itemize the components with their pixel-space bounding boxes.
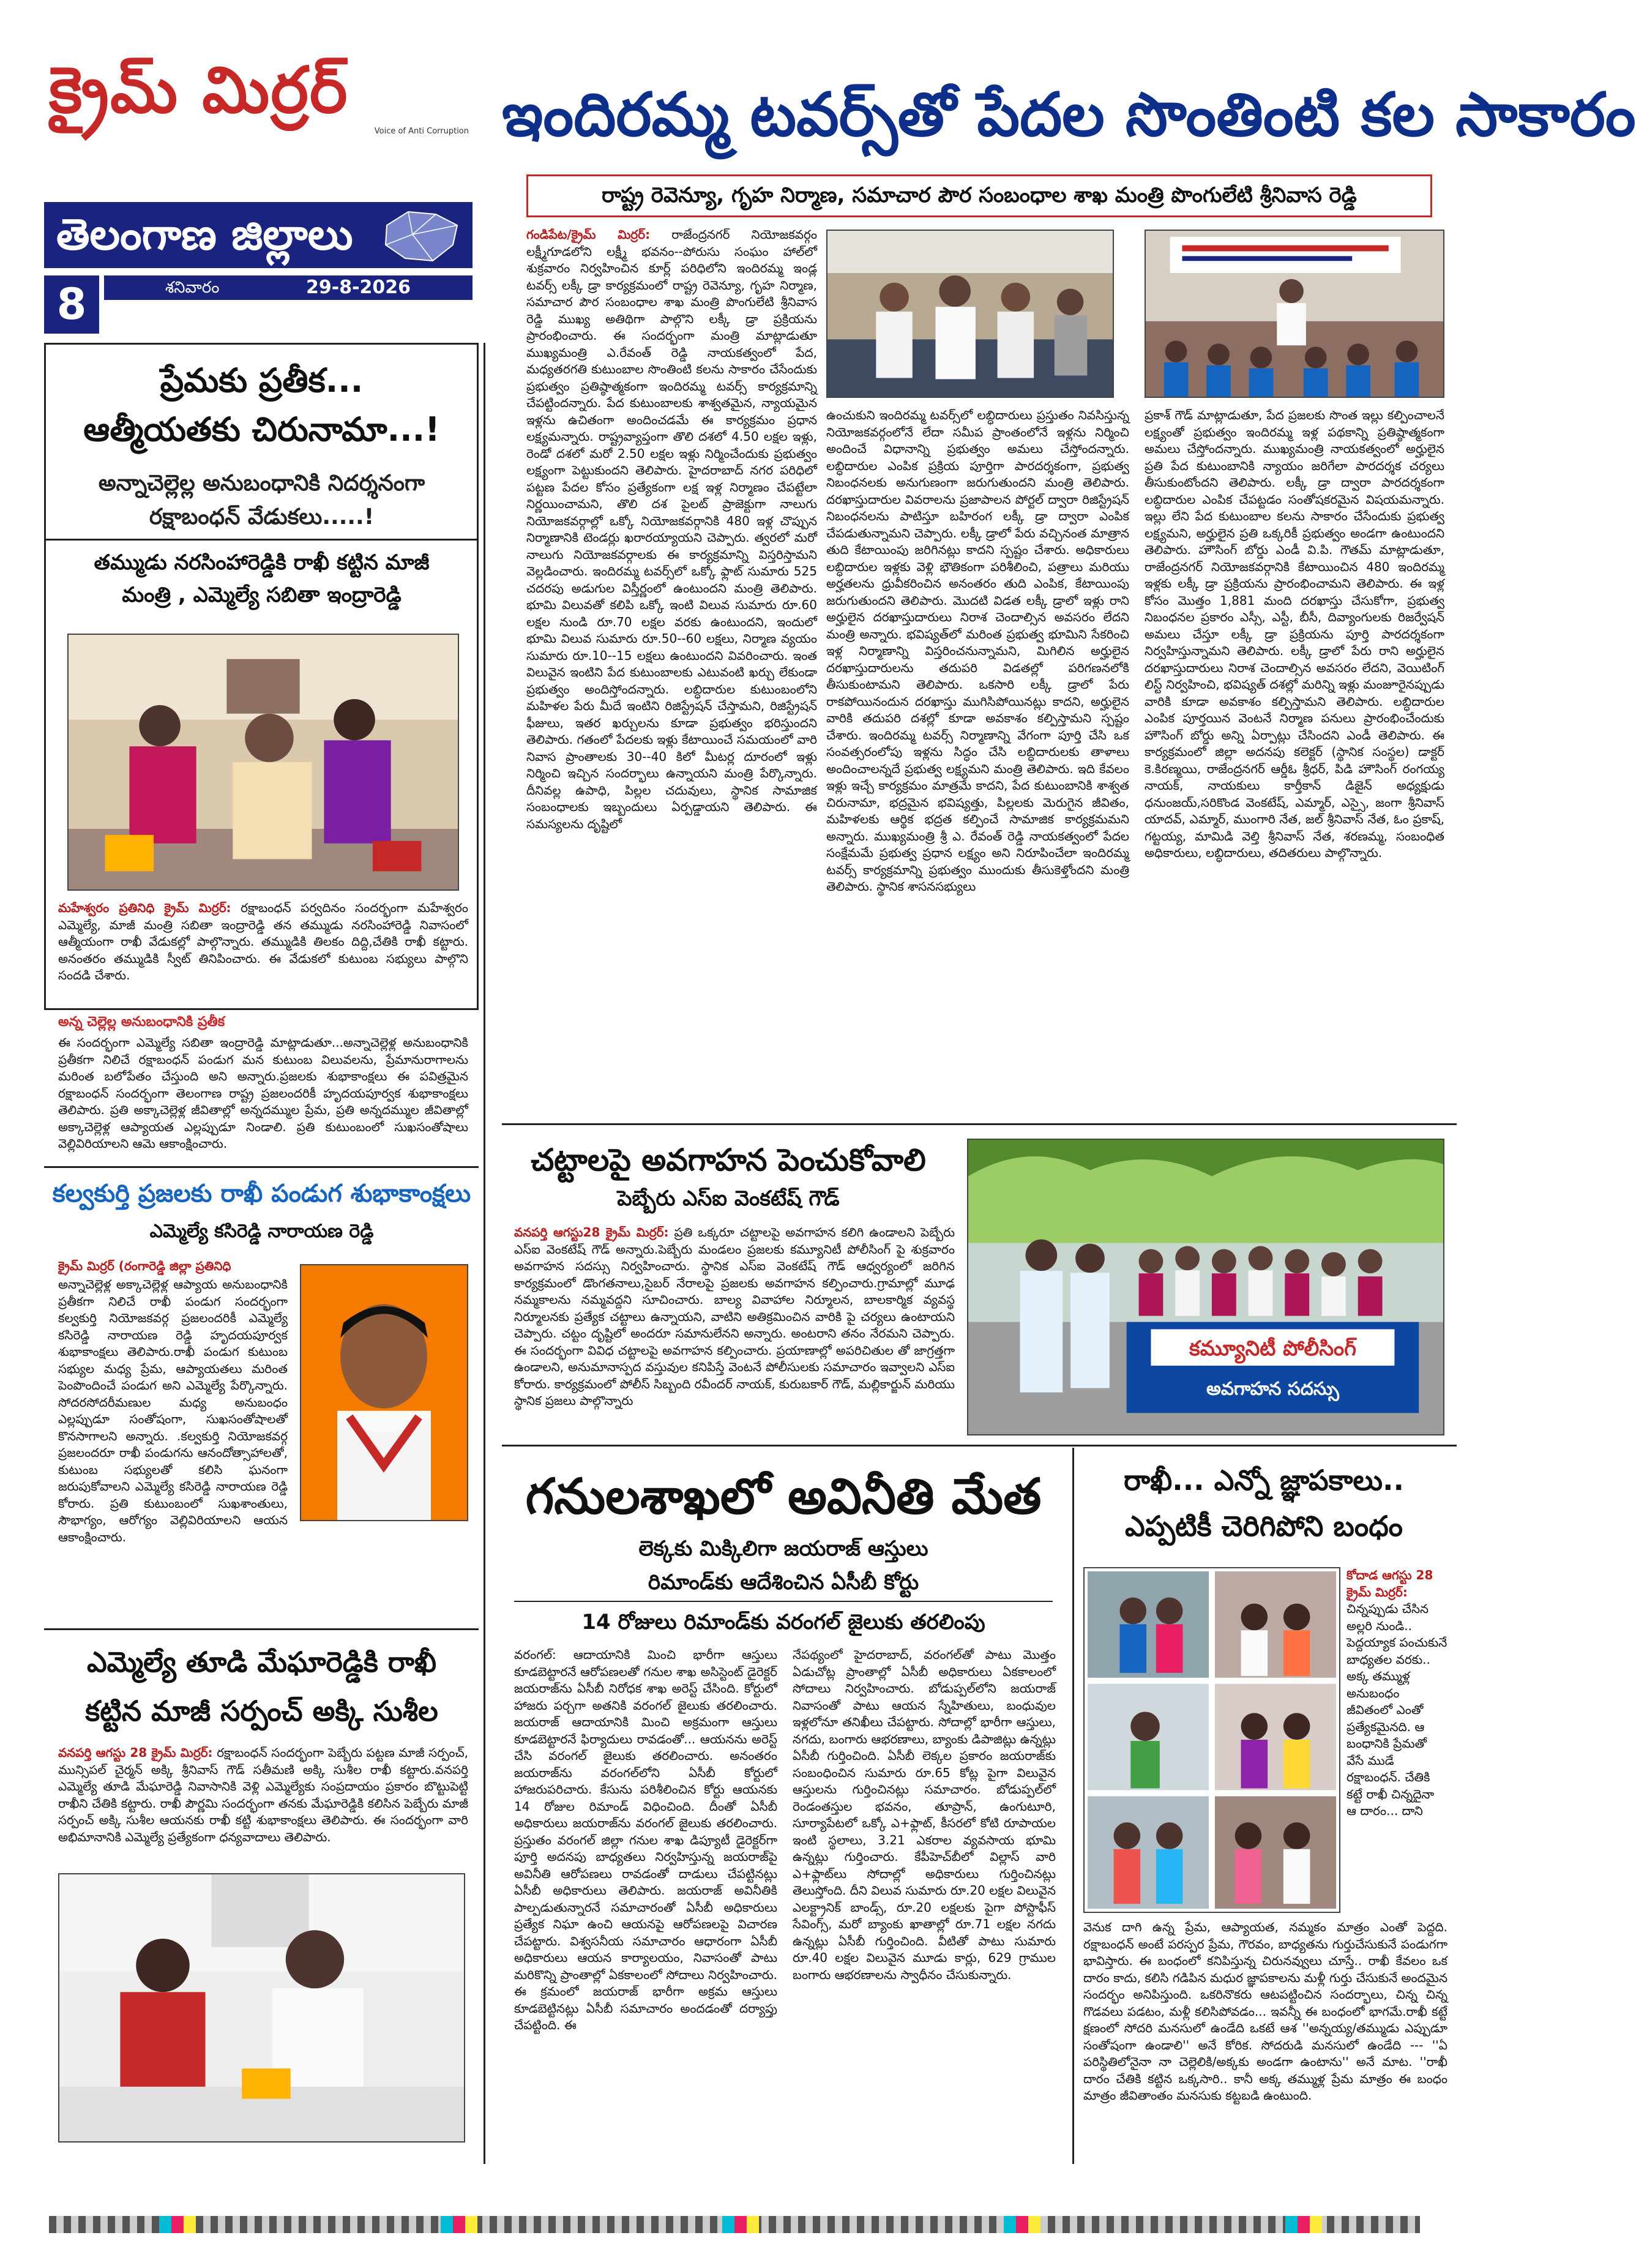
mining-subhead-3: 14 రోజులు రిమాండ్‌కు వరంగల్ జైలుకు తరలింపు: [581, 1610, 985, 1634]
sushila-headline-1: ఎమ్మెల్యే తూడి మేఘారెడ్డికి రాఖీ: [86, 1645, 437, 1679]
mining-body-1: వరంగల్: ఆదాయానికి మించి భారీగా ఆస్తులు కూడబెట్టారనే ఆరోపణలతో గనుల శాఖ అసిస్టెంట్ డైరెక్టర్ జయరాజ్‌ను ఏసీబీ నిరోధక శాఖ అరెస్ట్ చేసింది. కోర్టులో హాజరు పర్చగా అతనికి వరంగల్ జైలుకు తరలించారు. జయరాజ్ ఆదాయానికి మించి అక్రమంగా ఆస్తులు కూడబెట్టారనే ఫిర్యాదులు రావడంతో... ఆయనను అరెస్ట్ చేసి వరంగల్ జైలుకు తరలించారు. అనంతరం జయరాజ్‌ను వరంగల్‌లోని ఏసీబీ కోర్టులో హాజరుపరిచారు. కేసును పరిశీలించిన కోర్టు ఆయనకు 14 రోజుల రిమాండ్ విధించింది. దీంతో ఏసీబీ అధికారులు జయరాజ్‌ను వరంగల్ జైలుకు తరలించారు. ప్రస్తుతం వరంగల్ జిల్లా గనుల శాఖ డిప్యూటీ డైరెక్టర్‌గా పూర్తి అదనపు బాధ్యతలు నిర్వహిస్తున్న జయరాజ్‌పై అవినీతి ఆరోపణలు రావడంతో దాడులు చేపట్టినట్లు ఏసీబీ అధికారులు తెలిపారు. జయరాజ్ అవినీతికి పాల్పడుతున్నారనే సమాచారంతో ఏసీబీ అధికారులు ప్రత్యేక నిఘా ఉంచి ఆయనపై ఆరోపణలపై విచారణ చేపట్టారు. విశ్వసనీయ సమాచారం ఆధారంగా ఏసీబీ అధికారులు ఆయన కార్యాలయం, నివాసంతో పాటు మరికొన్ని ప్రాంతాల్లో ఏకకాలంలో సోదాలు నిర్వహించారు. ఈ క్రమంలో జయరాజ్ భారీగా అక్రమ ఆస్తులు కూడబెట్టినట్లు ఏసీబీ సమాచారం అందడంతో దర్యాప్తు చేపట్టింది. ఈ: [514, 1647, 777, 2032]
kalwakurthy-body: [58, 1276, 288, 1544]
lead-photo-2: [1145, 230, 1444, 398]
memories-body-text: వెనుక దాగి ఉన్న ప్రేమ, ఆప్యాయత, నమ్మకం మాత్రం ఎంతో పెద్దది. రక్షాబంధన్ అంటే పరస్పర ప్రేమ, గౌరవం, బాధ్యతను గుర్తుచేసుకునే పండుగగా భావిస్తారు. ఈ బంధంలో కనిపిస్తున్న చిరునవ్వులు చూస్తే.. రాఖీ కేవలం ఒక దారం కాదు, కలిసి గడిపిన మధుర జ్ఞాపకాలను మళ్లీ గుర్తు చేసుకునే అందమైన సందర్భం అనిపిస్తుంది. ఒకరినొకరు ఆటపట్టించిన సందర్భాలు, చిన్న చిన్న గొడవలు పడటం, మళ్లీ కలిసిపోవడం... ఇవన్నీ ఈ బంధంలో భాగమే.రాఖీ కట్టే క్షణంలో సోదరి మనసులో ఉండేది ఒకటే ఆశ ''అన్నయ్య/తమ్ముడు ఎప్పుడూ సంతోషంగా ఉండాలి'' అనే కోరిక. సోదరుడి మనసులో ఉండేది --- ''ఏ పరిస్థితిలోనైనా నా చెల్లెలికి/అక్కకు అండగా ఉంటాను'' అనే మాట. ''రాఖీ దారం చేతికి కట్టిన ఒక్కసారి.. కానీ అక్క తమ్ముళ్ల ప్రేమ మాత్రం ఈ బంధం మాత్రం జీవితాంతం మనసుకు కట్టబడి ఉంటుంది.: [1083, 1920, 1447, 2103]
laws-body: [514, 1224, 955, 1429]
lead-column-1: [526, 226, 817, 1120]
rakhi-subhead-1: అన్నాచెల్లెల్ల అనుబంధానికి నిదర్శనంగా: [98, 471, 425, 496]
kalwakurthy-mla-photo: [300, 1264, 468, 1521]
rakhi-subhead-2: రక్షాబంధన్ వేడుకలు.....!: [149, 504, 375, 530]
lead-subhead: రాష్ట్ర రెవెన్యూ, గృహ నిర్మాణ, సమాచార పౌర సంబంధాల శాఖ మంత్రి పొంగులేటి శ్రీనివాస రెడ్డి: [526, 174, 1432, 217]
rakhi-body-2-text: ఈ సందర్భంగా ఎమ్మెల్యే సబితా ఇంద్రారెడ్డి మాట్లాడుతూ...అన్నాచెల్లెళ్ల అనుబంధానికి ప్రతీకగా నిలిచే రక్షాబంధన్ పండుగ మన కుటుంబ విలువలను, ప్రేమానురాగాలను మరింత బలోపేతం చేస్తుంది అని అన్నారు.ప్రజలకు శుభాకాంక్షలు ఈ పవిత్రమైన రక్షాబంధన్ సందర్భంగా తెలంగాణ రాష్ట్ర ప్రజలందరికీ హృదయపూర్వక శుభాకాంక్షలు తెలిపారు. ప్రతి అక్కాచెల్లెళ్ల జీవితాల్లో అన్నదమ్ముల ప్రేమ, ప్రతి అన్నదమ్ముల జీవితాల్లో అక్కాచెల్లెళ్ల ఆప్యాయత ఎల్లప్పుడూ నిండాలి. ప్రతి కుటుంబంలో సుఖసంతోషాలు వెల్లివిరియాలని ఆమె ఆకాంక్షించారు.: [58, 1035, 468, 1151]
mining-column-1: [514, 1647, 777, 2149]
mining-body-2: నేపథ్యంలో హైదరాబాద్, వరంగల్‌తో పాటు మొత్తం ఏడుచోట్ల ప్రాంతాల్లో ఏసీబీ అధికారులు ఏకకాలంలో సోదాలు నిర్వహించారు. బోడుప్పల్‌లోని జయరాజ్ నివాసంతో పాటు ఆయన స్నేహితులు, బంధువుల ఇళ్లలోనూ తనిఖీలు చేపట్టారు. సోదాల్లో భారీగా ఆస్తులు, నగదు, బంగారు ఆభరణాలు, బ్యాంకు డిపాజిట్లు ఉన్నట్లు ఏసీబీ గుర్తించింది. ఏసీబీ లెక్కల ప్రకారం జయరాజ్‌కు సంబంధించిన సుమారు రూ.65 కోట్ల పైగా విలువైన ఆస్తులను గుర్తించినట్లు సమాచారం. బోడుప్పల్‌లో రెండంతస్తుల భవనం, తూప్రాన్, ఉంగుటూరి, సూర్యాపేటలో ఒక్కో ఎ+ఫ్లాట్, కీసరలో కోటి రూపాయల ఇంటి స్థలాలు, 3.21 ఎకరాల వ్యవసాయ భూమి ఉన్నట్లు గుర్తించారు. కేపీహెచ్‌బీలో విల్లాస్ వారి ఎ+ఫ్లాట్‌లు సోదాల్లో అధికారులు గుర్తించినట్లు తెలుస్తోంది. దీని విలువ సుమారు రూ.20 లక్షల విలువైన ఎలక్ట్రానిక్ బాండ్స్, రూ.20 లక్షలకు పైగా పోస్టాఫీస్ సేవింగ్స్, మరో బ్యాంకు ఖాతాల్లో రూ.71 లక్షల నగదు ఉన్నట్లు ఏసీబీ గుర్తించింది. వీటితో పాటు సుమారు రూ.40 లక్షల విలువైన మూడు కార్లు, 629 గ్రాముల బంగారు ఆభరణాలను స్వాధీనం చేసుకున్నారు.: [793, 1647, 1056, 1982]
section-title: తెలంగాణ జిల్లాలు: [56, 209, 353, 260]
masthead-logo: [44, 44, 472, 145]
rakhi-body-text: రక్షాబంధన్ పర్వదినం సందర్భంగా మహేశ్వరం ఎమ్మెల్యే, మాజీ మంత్రి సబితా ఇంద్రారెడ్డి తన తమ్ముడు నరసింహారెడ్డి నివాసంలో ఆత్మీయంగా రాఖీ వేడుకల్లో పాల్గొన్నారు. తమ్ముడికి తిలకం దిద్ది,చేతికి రాఖీ కట్టారు. అనంతరం తమ్ముడికి స్వీట్ తినిపించారు. ఈ వేడుకలో కుటుంబ సభ్యులు పాల్గొని సందడి చేశారు.: [58, 900, 468, 982]
rakhi-dateline: మహేశ్వరం ప్రతినిధి క్రైమ్ మిర్రర్:: [58, 900, 231, 915]
telangana-map-icon: [375, 207, 466, 265]
memories-side-text: [1347, 1567, 1447, 1913]
rakhi-body-2: [58, 1035, 468, 1163]
divider-sushila-top: [44, 1628, 479, 1630]
mining-headline: గనులశాఖలో అవినీతి మేత: [525, 1468, 1042, 1525]
page-number-box: [44, 275, 99, 334]
rakhi-body: [58, 900, 468, 998]
kalwakurthy-byline: ఎమ్మెల్యే కసిరెడ్డి నారాయణ రెడ్డి: [149, 1221, 374, 1242]
mining-rule: [514, 1601, 1053, 1602]
rakhi-headline-2: ఆత్మీయతకు చిరునామా...!: [83, 410, 440, 449]
issue-day: శనివారం: [165, 279, 220, 297]
rakhi-divider: [44, 539, 479, 541]
section-bar: [44, 202, 472, 268]
sushila-dateline: వనపర్తి ఆగస్టు 28 క్రైమ్ మిర్రర్:: [58, 1745, 213, 1760]
sushila-headline-2: కట్టిన మాజీ సర్పంచ్ అక్కి సుశీల: [85, 1694, 438, 1727]
memories-body: [1083, 1919, 1447, 2149]
memories-side-body: చిన్నప్పుడు చేసిన అల్లరి నుండి.. పెద్దయ్యాక పంచుకునే బాధ్యతల వరకు.. అక్క తమ్ముళ్ల అనుబంధం జీవితంలో ఎంతో ప్రత్యేకమైనది. ఆ బంధానికి ప్రేమతో వేసే ముడే రక్షాబంధన్. చేతికి కట్టే రాఖీ చిన్నదైనా ఆ దారం... దాని: [1347, 1601, 1447, 1818]
page-number: 8: [56, 279, 87, 329]
sushila-photo: [58, 1873, 465, 2143]
kalwakurthy-headline: కల్వకుర్తి ప్రజలకు రాఖీ పండుగ శుభాకాంక్షలు: [52, 1180, 471, 1208]
memories-headline-2: ఎప్పటికీ చెరిగిపోని బంధం: [1125, 1510, 1403, 1543]
rakhi-photo: [67, 634, 459, 891]
lead-body-1: రాజేంద్రనగర్ నియోజకవర్గం లక్ష్మీగూడలోని లక్ష్మీ భవనం--పోరుసు సంఘం హాల్‌లో శుక్రవారం నిర్వహించిన కూర్ల్ పరిధిలోని ఇందిరమ్మ ఇండ్ల టవర్స్ లక్కీ డ్రా కార్యక్రమంలో రాష్ట్ర రెవెన్యూ, గృహ నిర్మాణ, సమాచార పౌర సంబంధాల శాఖ మంత్రి పొంగులేటి శ్రీనివాస రెడ్డి ముఖ్య అతిథిగా పాల్గొని లక్కీ డ్రా ప్రక్రియను ప్రారంభించారు. ఈ సందర్భంగా మంత్రి మాట్లాడుతూ ముఖ్యమంత్రి ఎ.రేవంత్ రెడ్డి నాయకత్వంలో పేద, మధ్యతరగతి కుటుంబాల సొంతింటి కలను సాకారం చేసేందుకు ప్రభుత్వం ప్రతిష్ఠాత్మకంగా ఇందిరమ్మ టవర్స్ కార్యక్రమాన్ని చేపట్టిందన్నారు. పేద కుటుంబాలకు శాశ్వతమైన, న్యాయమైన ఇళ్లను ఉచితంగా అందించడమే ఈ కార్యక్రమం ప్రధాన లక్ష్యమన్నారు. రాష్ట్రవ్యాప్తంగా తొలి దశలో 4.50 లక్షల ఇళ్లు, రెండో దశలో మరో 2.50 లక్షల ఇళ్లు నిర్మించేందుకు ప్రభుత్వం లక్ష్యంగా పెట్టుకుందని తెలిపారు. హైదరాబాద్ నగర పరిధిలో పట్టణ పేదల కోసం ప్రత్యేకంగా లక్ష ఇళ్ల నిర్మాణం చేపట్టేలా నిర్ణయించామని, తొలి దశ పైలట్ ప్రాజెక్టుగా నాలుగు నియోజకవర్గాల్లో ఒక్కో నియోజకవర్గానికి 480 ఇళ్ల చొప్పున నిర్మాణానికి టెండర్లు ఖరారయ్యాయని చెప్పారు. త్వరలో మరో నాలుగు నియోజకవర్గాలకు ఈ కార్యక్రమాన్ని విస్తరిస్తామని వెల్లడించారు. ఇందిరమ్మ టవర్స్‌లో ఒక్కో ఫ్లాట్ సుమారు 525 చదరపు అడుగుల విస్తీర్ణంలో ఉంటుందని మంత్రి తెలిపారు. భూమి విలువతో కలిపి ఒక్కో ఇంటి విలువ సుమారు రూ.60 లక్షల నుండి రూ.70 లక్షల వరకు ఉంటుందని, ఇందులో భూమి విలువ సుమారు రూ.50--60 లక్షలు, నిర్మాణ వ్యయం సుమారు రూ.10--15 లక్షలు ఉంటుందని వివరించారు. ఇంత విలువైన ఇంటిని పేద కుటుంబాలకు ఎటువంటి ఖర్చు లేకుండా ప్రభుత్వం అందిస్తోందన్నారు. లబ్ధిదారుల కుటుంబంలోని మహిళల పేరు మీదే ఇంటిని రిజిస్ట్రేషన్ చేస్తామని, రిజిస్ట్రేషన్ ఫీజులు, ఇతర ఖర్చులను కూడా ప్రభుత్వం భరిస్తుందని తెలిపారు. గతంలో పేదలకు ఇళ్లు కేటాయించే సమయంలో వారి నివాస ప్రాంతాలకు 30--40 కిలో మీటర్ల దూరంలో ఇళ్లు నిర్మించి ఇచ్చిన సందర్భాలు ఉన్నాయని మంత్రి పేర్కొన్నారు. దీనివల్ల ఉపాధి, పిల్లల చదువులు, స్థానిక సామాజిక సంబంధాలకు ఇబ్బందులు ఏర్పడ్డాయని తెలిపారు. ఈ సమస్యలను దృష్టిలో: [526, 227, 818, 831]
lead-dateline: గండిపేట/క్రైమ్ మిర్రర్:: [526, 227, 651, 242]
sushila-body: [58, 1745, 468, 1864]
rakhi-deck-1: తమ్ముడు నరసింహారెడ్డికి రాఖీ కట్టిన మాజీ: [94, 550, 430, 575]
laws-body-text: ప్రతి ఒక్కరూ చట్టాలపై అవగాహన కలిగి ఉండాలని పెబ్బేరు ఎస్ఐ వెంకటేష్ గౌడ్ అన్నారు.పెబ్బేరు మండలం ప్రజలకు కమ్యూనిటీ పోలీసింగ్ పై శుక్రవారం అవగాహన సదస్సు నిర్వహించారు. స్థానిక ఎస్ఐ వెంకటేష్ గౌడ్ ఆధ్వర్యంలో జరిగిన కార్యక్రమంలో డొంగతనాలు,సైబర్ నేరాలపై ప్రజలకు అవగాహన కల్పించారు.గ్రామాల్లో మూఢ నమ్మకాలను నమ్మవద్దని సూచించారు. బాల్య వివాహాల నిర్మూలన, బాలకార్మిక వ్యవస్థ నిర్మూలనకు ప్రత్యేక చట్టాలు ఉన్నాయని, వాటిని అతిక్రమించిన వారికి పై చర్యలు ఉంటాయని చెప్పారు. చట్టం దృష్టిలో అందరూ సమానులేనని అన్నారు. అంటరాని తనం నేరమని చెప్పారు. ఈ సందర్భంగా వివిధ చట్టాలపై అవగాహన కల్పించారు. ప్రయాణాల్లో అపరిచితుల తో జాగ్రత్తగా ఉండాలని, అనుమానాస్పద వస్తువుల కనిపిస్తే వెంటనే పోలీసులకు సమాచారం ఇవ్వాలని ఎస్ఐ కోరారు. కార్యక్రమంలో పోలీస్ సిబ్బంది రవీందర్ నాయక్, కురుబకార్ గౌడ్, మల్లికార్జున్ మరియు స్థానిక ప్రజలు పాల్గొన్నారు: [514, 1225, 955, 1408]
kalwakurthy-body-text: అన్నాచెల్లెళ్ల అక్కాచెల్లెళ్ల ఆప్యాయ అనుబంధానికి ప్రతీకగా నిలిచే రాఖీ పండుగ సందర్భంగా కల్వకుర్తి నియోజకవర్గ ప్రజలందరికీ ఎమ్మెల్యే కసిరెడ్డి నారాయణ రెడ్డి హృదయపూర్వక శుభాకాంక్షలు తెలిపారు.రాఖీ పండుగ కుటుంబ సభ్యుల మధ్య ప్రేమ, ఆప్యాయతలు మరింత పెంపొందించే పండుగ అని ఎమ్మెల్యే పేర్కొన్నారు. సోదరసోదరీమణుల మధ్య అనుబంధం ఎల్లప్పుడూ సంతోషంగా, సుఖసంతోషాలతో కొనసాగాలని అన్నారు. .కల్వకుర్తి నియోజకవర్గ ప్రజలందరూ రాఖీ పండుగను ఆనందోత్సాహాలతో, కుటుంబ సభ్యులతో కలిసి ఘనంగా జరుపుకోవాలని ఎమ్మెల్యే కసిరెడ్డి నారాయణ రెడ్డి కోరారు. ప్రతి కుటుంబంలో సుఖశాంతులు, సౌభాగ్యం, ఆరోగ్యం వెల్లివిరియాలని ఆయన ఆకాంక్షించారు.: [58, 1277, 288, 1544]
print-registration-strip: [49, 2216, 1420, 2233]
lead-body-3: ప్రకాశ్ గౌడ్ మాట్లాడుతూ, పేద ప్రజలకు సొంత ఇల్లు కల్పించాలనే లక్ష్యంతో ప్రభుత్వం ఇందిరమ్మ ఇళ్ల పథకాన్ని ప్రతిష్ఠాత్మకంగా అమలు చేస్తోందన్నారు. ముఖ్యమంత్రి నాయకత్వంలో అర్హులైన ప్రతి పేద కుటుంబానికి న్యాయం జరిగేలా పారదర్శక చర్యలు తీసుకుంటోందని తెలిపారు. లక్కీ డ్రా ద్వారా పారదర్శకంగా లబ్ధిదారుల ఎంపిక చేపట్టడం సంతోషకరమైన విషయమన్నారు. ఇల్లు లేని పేద కుటుంబాల కలను సాకారం చేసేందుకు ప్రభుత్వ లక్ష్యమని, అర్హులైన ప్రతి ఒక్కరికీ ప్రభుత్వం అండగా ఉంటుందని తెలిపారు. హౌసింగ్ బోర్డు ఎండీ వి.పి. గౌతమ్ మాట్లాడుతూ, రాజేంద్రనగర్ నియోజకవర్గానికి కేటాయించిన 480 ఇందిరమ్మ ఇళ్లకు లక్కీ డ్రా ప్రక్రియను ప్రారంభించామని తెలిపారు. ఈ ఇళ్ల కోసం మొత్తం 1,881 మంది దరఖాస్తు చేసుకోగా, ప్రభుత్వ నిబంధనల ప్రకారం ఎస్సీ, ఎస్టీ, బీసీ, దివ్యాంగులకు రిజర్వేషన్ అమలు చేస్తూ లక్కీ డ్రా ప్రక్రియను పూర్తి పారదర్శకంగా నిర్వహిస్తున్నామని తెలిపారు. లక్కీ డ్రాలో పేరు రాని అర్హులైన దరఖాస్తుదారులు నిరాశ చెందాల్సిన అవసరం లేదని, వెయిటింగ్ లిస్ట్ నిర్వహించి, భవిష్యత్ దశల్లో మరిన్ని ఇళ్లు మంజూరైనప్పుడు వారికి కూడా అవకాశం కల్పిస్తామని తెలిపారు. లబ్ధిదారుల ఎంపిక పూర్తయిన వెంటనే నిర్మాణ పనులు ప్రారంభించేందుకు హౌసింగ్ బోర్డు అన్ని ఏర్పాట్లు చేసిందని ఎండీ తెలిపారు. ఈ కార్యక్రమంలో జిల్లా అదనపు కలెక్టర్ (స్థానిక సంస్థల) డాక్టర్ కె.కిరణ్మయి, రాజేంద్రనగర్ ఆర్డీఓ శ్రీధర్, పిడి హౌసింగ్ రంగయ్య నాయక్, నాయకులు కార్తీకాన్ డిజైన్ అధ్యక్షుడు ధనుంజయ్,సరికొండ వెంకటేష్, ఎమ్మార్, ఎస్సై, జంగా శ్రీనివాస్ యాదవ్, ఎమ్మార్, ముంగారి నేత, జల్ శ్రీనివాస్ నేత, ఓం ప్రకాష్, గట్టయ్య, మామిడి వెల్తి శ్రీనివాస్ నేత, శరణమ్మ, సంబంధిత అధికారులు, లబ్ధిదారులు, తదితరులు పాల్గొన్నారు.: [1145, 408, 1444, 860]
laws-headline: చట్టాలపై అవగాహన పెంచుకోవాలి: [531, 1142, 926, 1178]
memories-photo-collage: [1083, 1567, 1340, 1913]
kalwakurthy-dateline: క్రైమ్ మిర్రర్ (రంగారెడ్డి జిల్లా ప్రతినిధి: [58, 1259, 231, 1273]
mining-subhead-1: లెక్కకు మిక్కిలిగా జయరాజ్ ఆస్తులు: [638, 1536, 928, 1561]
divider-left-column: [484, 343, 485, 2164]
laws-byline: పెబ్బేరు ఎస్ఐ వెంకటేష్ గౌడ్: [617, 1186, 840, 1211]
mining-subhead-2: రిమాండ్‌కు ఆదేశించిన ఏసీబీ కోర్టు: [648, 1570, 919, 1595]
laws-dateline: వనపర్తి ఆగస్టు28 క్రైమ్ మిర్రర్:: [514, 1225, 669, 1240]
memories-headline-1: రాఖీ... ఎన్నో జ్ఞాపకాలు..: [1124, 1464, 1404, 1497]
laws-photo: [967, 1139, 1444, 1435]
divider-lead-bottom: [502, 1123, 1457, 1125]
date-bar: [104, 275, 472, 300]
laws-banner-text: కమ్యూనిటీ పోలీసింగ్: [1189, 1336, 1356, 1361]
rakhi-subhead-2-inline: అన్న చెల్లెల్ల అనుబంధానికి ప్రతీక: [58, 1014, 225, 1030]
divider-laws-bottom: [502, 1445, 1457, 1447]
lead-column-2: [826, 407, 1129, 1120]
mining-column-2: [793, 1647, 1056, 2149]
laws-banner-sub: అవగాహన సదస్సు: [1206, 1378, 1339, 1400]
rakhi-headline-1: ప్రేమకు ప్రతీక...: [160, 361, 364, 400]
lead-column-3: [1145, 407, 1444, 1120]
lead-body-2: ఉంచుకుని ఇందిరమ్మ టవర్స్‌లో లబ్ధిదారులు ప్రస్తుతం నివసిస్తున్న నియోజకవర్గంలోనే లేదా సమీప ప్రాంతంలోనే ఇళ్లను నిర్మించి అందించే విధానాన్ని ప్రభుత్వం అమలు చేస్తోందన్నారు. లబ్ధిదారుల ఎంపిక ప్రక్రియ పూర్తిగా పారదర్శకంగా, ప్రభుత్వ నిబంధనలకు అనుగుణంగా జరుగుతుందని మంత్రి తెలిపారు. దరఖాస్తుదారుల వివరాలను ప్రజాపాలన పోర్టల్ ద్వారా రిజిస్ట్రేషన్ నిబంధనలను పాటిస్తూ బహిరంగ లక్కీ డ్రా ద్వారా ఎంపిక చేపడుతున్నామని చెప్పారు. లక్కీ డ్రాలో పేరు వచ్చినంత మాత్రాన తుది కేటాయింపు జరిగినట్లు కాదని స్పష్టం చేశారు. అధికారులు లబ్ధిదారుల ఇళ్లకు వెళ్లి భౌతికంగా పరిశీలించి, పత్రాలు మరియు అర్హతలను ధ్రువీకరించిన అనంతరం తుది ఎంపిక, కేటాయింపు జరుగుతుందని తెలిపారు. మొదటి విడత లక్కీ డ్రాలో ఇళ్లు రాని అర్హులైన దరఖాస్తుదారులు నిరాశ చెందాల్సిన అవసరం లేదని మంత్రి అన్నారు. భవిష్యత్‌లో మరింత ప్రభుత్వ భూమిని సేకరించి ఇళ్ల నిర్మాణాన్ని విస్తరించనున్నామని, మిగిలిన అర్హులైన దరఖాస్తుదారులను తదుపరి విడతల్లో పరిగణనలోకి తీసుకుంటామని తెలిపారు. ఒకసారి లక్కీ డ్రాలో పేరు రాకపోయినందున దరఖాస్తు ముగిసిపోయినట్లు కాదని, అర్హులైన వారికి తదుపరి దశల్లో కూడా అవకాశం కల్పిస్తామని స్పష్టం చేశారు. ఇందిరమ్మ టవర్స్ నిర్మాణాన్ని వేగంగా పూర్తి చేసి ఒక సంవత్సరంలోపు ఇళ్లను సిద్ధం చేసి లబ్ధిదారులకు తాళాలు అందించాలన్నదే ప్రభుత్వ లక్ష్యమని మంత్రి తెలిపారు. ఇది కేవలం ఇళ్లు ఇచ్చే కార్యక్రమం మాత్రమే కాదని, పేద కుటుంబానికి శాశ్వత చిరునామా, భద్రమైన భవిష్యత్తు, పిల్లలకు మెరుగైన జీవితం, మహిళలకు ఆర్థిక భద్రత కల్పించే సామాజిక కార్యక్రమమని అన్నారు. ముఖ్యమంత్రి శ్రీ ఎ. రేవంత్ రెడ్డి నాయకత్వంలో పేదల సంక్షేమమే ప్రభుత్వ ప్రధాన లక్ష్యం అని నిరూపించేలా ఇందిరమ్మ టవర్స్ కార్యక్రమాన్ని ప్రభుత్వం ముందుకు తీసుకెళ్తోందని మంత్రి తెలిపారు. స్థానిక శాసనసభ్యులు: [826, 408, 1129, 894]
divider-kalwakurthy-top: [44, 1166, 479, 1168]
sushila-body-text: రక్షాబంధన్ సందర్భంగా పెబ్బేరు పట్టణ మాజీ సర్పంచ్, మున్సిపల్ చైర్మన్ అక్కి శ్రీనివాస్ గౌడ్ సతీమణి అక్కి సుశీల రాఖీ కట్టారు.వనపర్తి ఎమ్మెల్యే తూడి మేఘారెడ్డి నివాసానికి వెళ్లి ఎమ్మెల్యేకు సంప్రదాయం ప్రకారం బొట్టుపెట్టి రాఖీని చేతికి కట్టారు. రాఖీ పౌర్ణమి సందర్భంగా తనకు మేఘారెడ్డికి కలిసిన పెబ్బేరు మాజీ సర్పంచ్ అక్కి సుశీల ఆయనకు రాఖీ కట్టి శుభాకాంక్షలు తెలిపారు. ఈ సందర్భంగా వారి అభిమానానికి ఎమ్మెల్యే ప్రత్యేకంగా ధన్యవాదాలు తెలిపారు.: [58, 1745, 469, 1844]
issue-date: 29-8-2026: [306, 277, 411, 298]
memories-dateline: కోదాడ ఆగస్టు 28 క్రైమ్ మిర్రర్:: [1347, 1568, 1433, 1600]
rakhi-deck-2: మంత్రి , ఎమ్మెల్యే సబితా ఇంద్రారెడ్డి: [122, 583, 402, 607]
lead-photo-1: [826, 230, 1114, 398]
divider-mining-right: [1072, 1448, 1074, 2164]
logo-text: క్రైమ్ మిర్రర్: [49, 52, 349, 127]
logo-tagline: Voice of Anti Corruption: [374, 127, 469, 136]
lead-headline: ఇందిరమ్మ టవర్స్‌తో పేదల సొంతింటి కల సాకారం: [502, 80, 1636, 150]
